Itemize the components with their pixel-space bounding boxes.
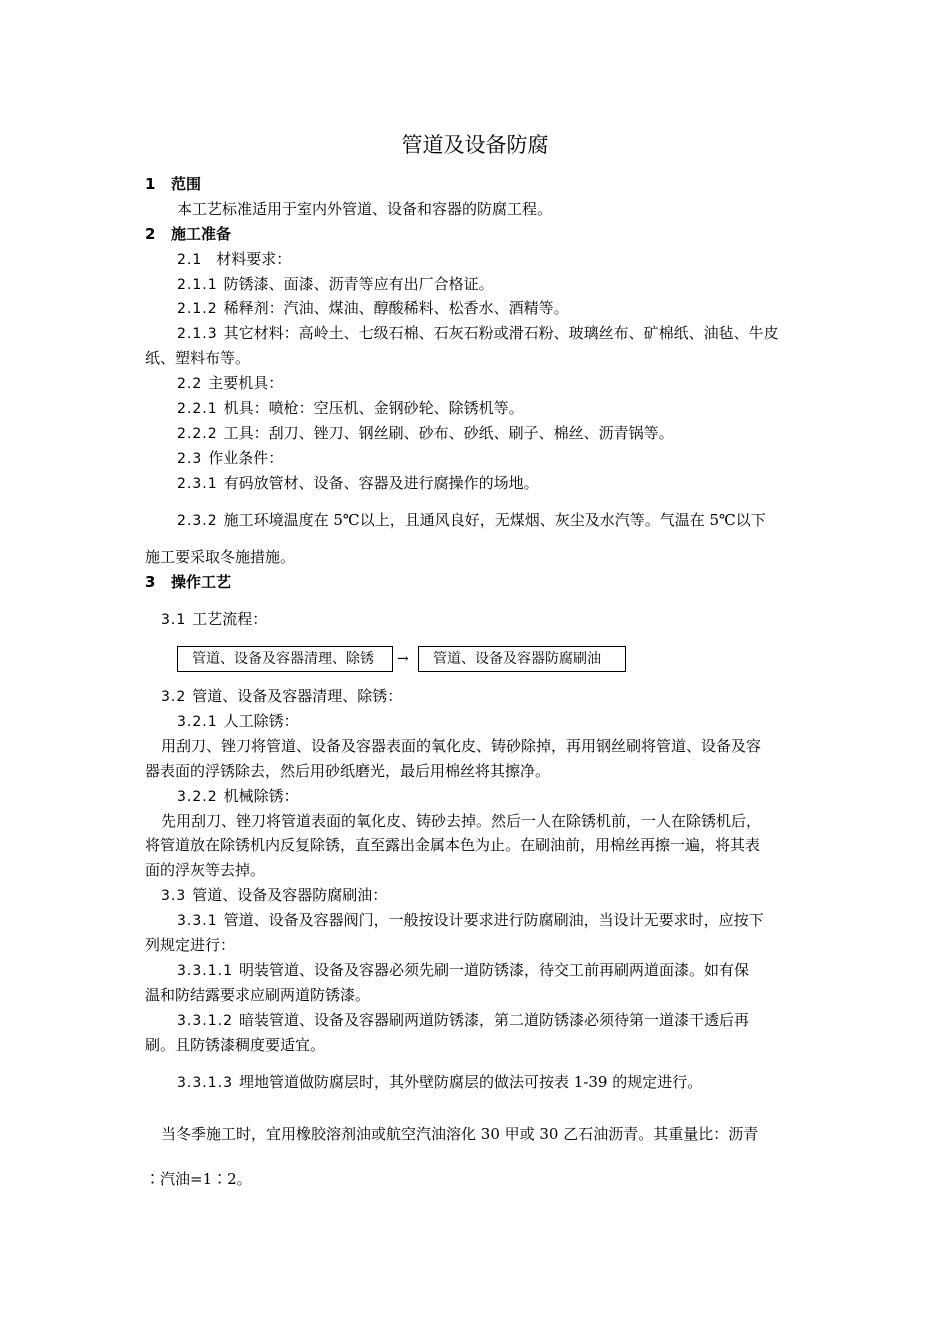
- clause-2-1-1: [177, 274, 494, 295]
- clause-number: 2.1.1: [177, 277, 218, 293]
- clause-number: 3.1: [161, 612, 187, 628]
- clause-3-1: [161, 609, 267, 630]
- clause-text: 埋地管道做防腐层时，其外壁防腐层的做法可按表 1-39 的规定进行。: [238, 1073, 703, 1091]
- paragraph-line: 当冬季施工时，宜用橡胶溶剂油或航空汽油溶化 30 甲或 30 乙石油沥青。其重量比：沥青: [161, 1125, 759, 1143]
- page-title: 管道及设备防腐: [401, 133, 549, 157]
- clause-number: 3.3.1.3: [177, 1075, 233, 1091]
- clause-2-2-2: [177, 423, 674, 444]
- flow-step-1: 管道、设备及容器清理、除锈: [177, 646, 393, 672]
- clause-text-continuation: 刷。且防锈漆稠度要适宜。: [145, 1036, 326, 1054]
- clause-text: 稀释剂：汽油、煤油、醇酸稀料、松香水、酒精等。: [223, 299, 569, 317]
- clause-text: 施工环境温度在 5℃以上，且通风良好，无煤烟、灰尘及水汽等。气温在 5℃以下: [223, 511, 766, 529]
- clause-2-1: [177, 249, 291, 270]
- paragraph: 本工艺标准适用于室内外管道、设备和容器的防腐工程。: [177, 200, 553, 218]
- section-2-heading: [145, 224, 231, 244]
- clause-number: 3.2.2: [177, 789, 218, 805]
- paragraph-line: ∶汽油=1∶2。: [145, 1170, 252, 1188]
- clause-text: 有码放管材、设备、容器及进行腐操作的场地。: [223, 474, 539, 492]
- clause-text-continuation: 温和防结露要求应刷两道防锈漆。: [145, 986, 371, 1004]
- clause-text: 防锈漆、面漆、沥青等应有出厂合格证。: [223, 275, 494, 293]
- clause-text: 机具：喷枪：空压机、金钢砂轮、除锈机等。: [223, 399, 524, 417]
- clause-text: 管道、设备及容器阀门，一般按设计要求进行防腐刷油，当设计无要求时，应按下: [223, 911, 764, 929]
- clause-text-continuation: 纸、塑料布等。: [145, 349, 251, 367]
- clause-number: 3.3.1.1: [177, 963, 233, 979]
- clause-3-2-1: [177, 711, 299, 732]
- clause-number: 3.3.1: [177, 913, 218, 929]
- section-number: 3: [145, 573, 156, 591]
- clause-text: 其它材料：高岭土、七级石棉、石灰石粉或滑石粉、玻璃丝布、矿棉纸、油毡、牛皮: [223, 324, 779, 342]
- clause-text: 人工除锈：: [223, 712, 299, 730]
- clause-number: 2.3: [177, 451, 203, 467]
- clause-text: 主要机具：: [208, 374, 284, 392]
- clause-number: 2.2.1: [177, 401, 218, 417]
- clause-2-3: [177, 448, 283, 469]
- clause-text-continuation: 施工要采取冬施措施。: [145, 548, 296, 566]
- clause-text-continuation: 列规定进行：: [145, 936, 236, 954]
- paragraph-line: 将管道放在除锈机内反复除锈，直至露出金属本色为止。在刷油前，用棉丝再擦一遍，将其表: [145, 836, 761, 854]
- clause-3-3: [161, 885, 387, 906]
- clause-text: 工艺流程：: [192, 610, 268, 628]
- paragraph-line: 器表面的浮锈除去，然后用砂纸磨光，最后用棉丝将其擦净。: [145, 762, 551, 780]
- clause-2-2: [177, 373, 283, 394]
- clause-number: 2.3.2: [177, 513, 218, 529]
- section-3-heading: [145, 572, 231, 592]
- clause-text: 管道、设备及容器清理、除锈：: [192, 687, 403, 705]
- clause-number: 3.3: [161, 888, 187, 904]
- clause-text: 明装管道、设备及容器必须先刷一道防锈漆，待交工前再刷两道面漆。如有保: [238, 961, 749, 979]
- flow-step-2: 管道、设备及容器防腐刷油: [418, 646, 626, 672]
- clause-2-3-2: [177, 510, 766, 531]
- clause-text: 暗装管道、设备及容器刷两道防锈漆，第二道防锈漆必须待第一道漆干透后再: [238, 1011, 749, 1029]
- clause-number: 2.1.3: [177, 326, 218, 342]
- section-1-heading: [145, 174, 201, 194]
- flow-arrow: →: [397, 651, 409, 667]
- paragraph-line: 先用刮刀、锉刀将管道表面的氧化皮、铸砂去掉。然后一人在除锈机前，一人在除锈机后，: [161, 812, 762, 830]
- clause-3-2: [161, 686, 402, 707]
- clause-2-1-3: [177, 323, 779, 344]
- clause-text: 管道、设备及容器防腐刷油：: [192, 886, 388, 904]
- clause-number: 2.2: [177, 376, 203, 392]
- clause-number: 2.3.1: [177, 476, 218, 492]
- clause-text: 作业条件：: [208, 449, 284, 467]
- clause-number: 3.3.1.2: [177, 1013, 233, 1029]
- clause-text: 机械除锈：: [223, 787, 299, 805]
- clause-number: 2.1.2: [177, 301, 218, 317]
- section-title: 操作工艺: [171, 573, 232, 591]
- clause-number: 3.2.1: [177, 714, 218, 730]
- section-number: 2: [145, 225, 156, 243]
- clause-2-1-2: [177, 298, 569, 319]
- clause-3-2-2: [177, 786, 299, 807]
- clause-3-3-1-1: [177, 960, 749, 981]
- clause-text: 材料要求：: [216, 250, 292, 268]
- clause-2-2-1: [177, 398, 524, 419]
- clause-3-3-1: [177, 910, 764, 931]
- clause-2-3-1: [177, 473, 539, 494]
- section-title: 范围: [171, 175, 202, 193]
- clause-3-3-1-3: [177, 1072, 702, 1093]
- section-title: 施工准备: [171, 225, 232, 243]
- clause-number: 3.2: [161, 689, 187, 705]
- section-number: 1: [145, 175, 156, 193]
- clause-text: 工具：刮刀、锉刀、钢丝刷、砂布、砂纸、刷子、棉丝、沥青锅等。: [223, 424, 674, 442]
- clause-number: 2.2.2: [177, 426, 218, 442]
- clause-3-3-1-2: [177, 1010, 749, 1031]
- paragraph-line: 面的浮灰等去掉。: [145, 861, 266, 879]
- paragraph-line: 用刮刀、锉刀将管道、设备及容器表面的氧化皮、铸砂除掉，再用钢丝刷将管道、设备及容: [161, 737, 762, 755]
- clause-number: 2.1: [177, 252, 203, 268]
